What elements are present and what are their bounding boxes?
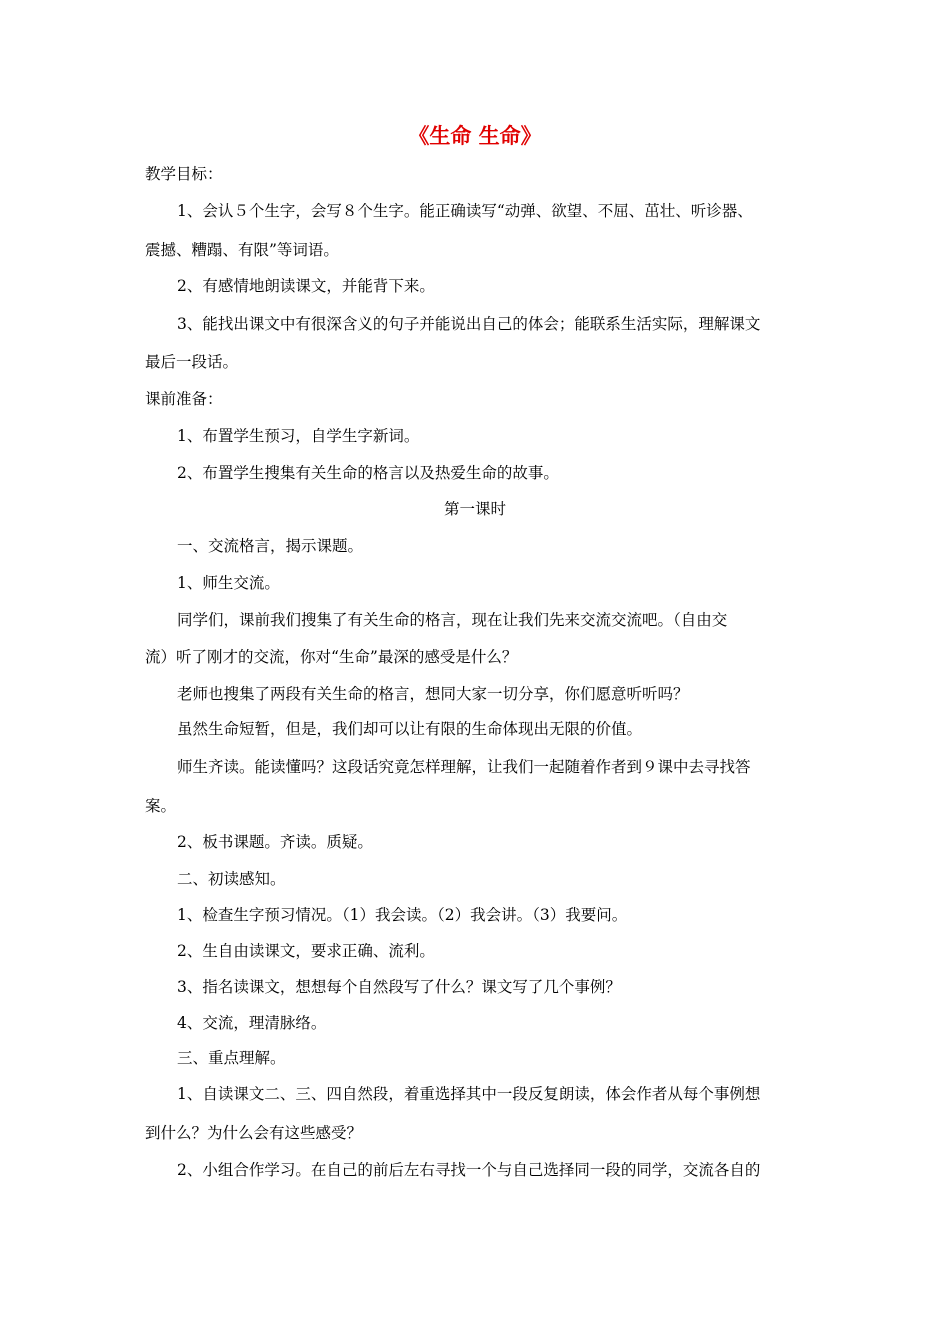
paragraph-line: 2、有感情地朗读课文，并能背下来。 bbox=[177, 277, 435, 295]
paragraph-line: 2、生自由读课文，要求正确、流利。 bbox=[177, 942, 435, 960]
paragraph-line: 1、自读课文二、三、四自然段，着重选择其中一段反复朗读，体会作者从每个事例想 bbox=[177, 1085, 761, 1103]
paragraph-line: 同学们，课前我们搜集了有关生命的格言，现在让我们先来交流交流吧。（自由交 bbox=[177, 611, 728, 629]
paragraph-line: 3、指名读课文，想想每个自然段写了什么？课文写了几个事例？ bbox=[177, 978, 621, 996]
section-heading-preparation: 课前准备： bbox=[145, 390, 223, 408]
paragraph-line: 3、能找出课文中有很深含义的句子并能说出自己的体会；能联系生活实际，理解课文 bbox=[177, 315, 761, 333]
paragraph-line: 到什么？为什么会有这些感受？ bbox=[145, 1124, 363, 1142]
paragraph-line: 1、师生交流。 bbox=[177, 574, 280, 592]
paragraph-line: 4、交流，理清脉络。 bbox=[177, 1014, 327, 1032]
paragraph-line: 1、检查生字预习情况。（1）我会读。（2）我会讲。（3）我要问。 bbox=[177, 906, 628, 924]
paragraph-line: 一、交流格言，揭示课题。 bbox=[177, 537, 364, 555]
paragraph-line: 二、初读感知。 bbox=[177, 870, 286, 888]
lesson-heading: 第一课时 bbox=[443, 500, 506, 518]
section-heading-objectives: 教学目标： bbox=[145, 165, 223, 183]
paragraph-line: 虽然生命短暂，但是，我们却可以让有限的生命体现出无限的价值。 bbox=[177, 720, 643, 738]
paragraph-line: 最后一段话。 bbox=[145, 353, 239, 371]
paragraph-line: 流）听了刚才的交流，你对“生命”最深的感受是什么？ bbox=[145, 648, 518, 666]
paragraph-line: 1、会认５个生字，会写８个生字。能正确读写“动弹、欲望、不屈、茁壮、听诊器、 bbox=[177, 202, 753, 220]
paragraph-line: 2、小组合作学习。在自己的前后左右寻找一个与自己选择同一段的同学，交流各自的 bbox=[177, 1161, 761, 1179]
paragraph-line: 2、布置学生搜集有关生命的格言以及热爱生命的故事。 bbox=[177, 464, 559, 482]
paragraph-line: 老师也搜集了两段有关生命的格言，想同大家一切分享，你们愿意听听吗？ bbox=[177, 685, 689, 703]
paragraph-line: 师生齐读。能读懂吗？这段话究竟怎样理解，让我们一起随着作者到９课中去寻找答 bbox=[177, 758, 751, 776]
document-title: 《生命 生命》 bbox=[408, 123, 542, 148]
paragraph-line: 震撼、糟蹋、有限”等词语。 bbox=[145, 241, 339, 259]
paragraph-line: 三、重点理解。 bbox=[177, 1049, 286, 1067]
paragraph-line: 案。 bbox=[145, 797, 177, 815]
paragraph-line: 1、布置学生预习，自学生字新词。 bbox=[177, 427, 420, 445]
paragraph-line: 2、板书课题。齐读。质疑。 bbox=[177, 833, 373, 851]
